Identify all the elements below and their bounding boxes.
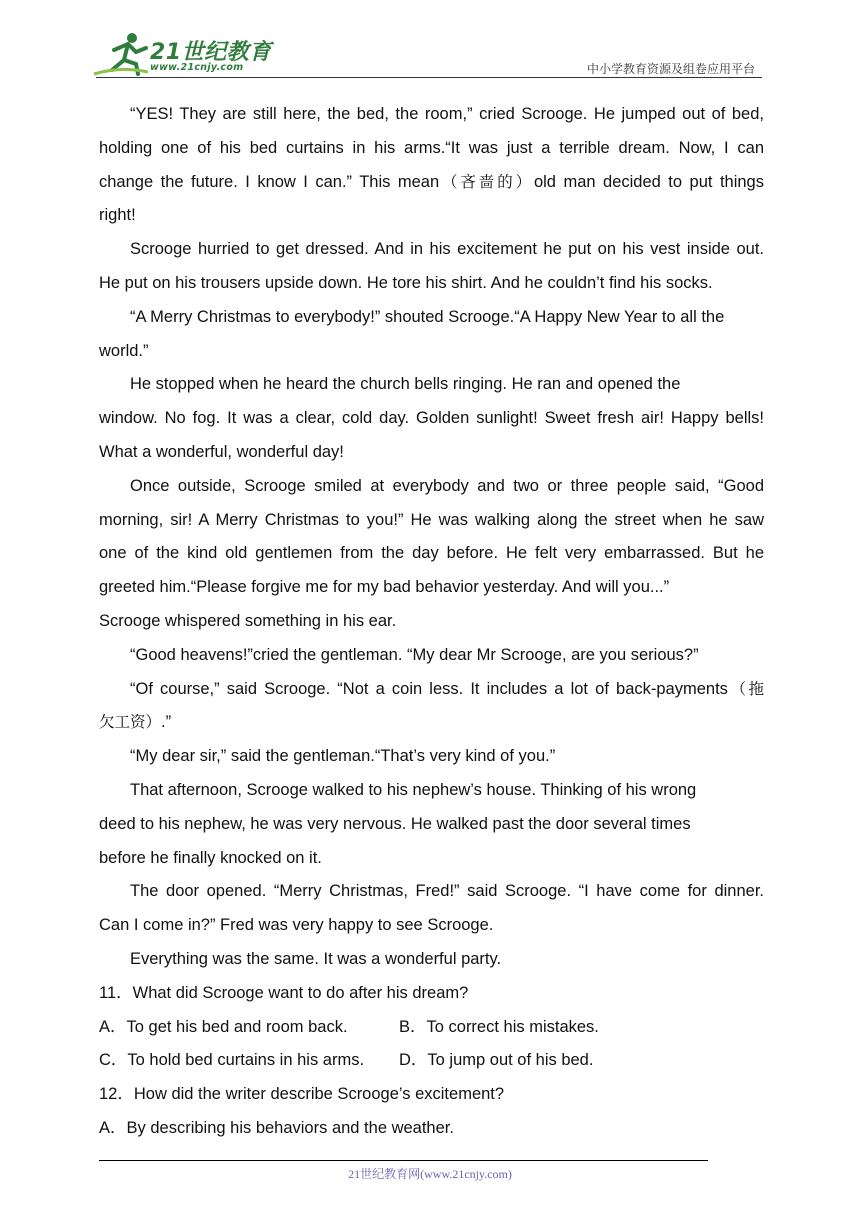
option-d: D．To jump out of his bed. xyxy=(399,1051,594,1070)
passage-line: The door opened. “Merry Christmas, Fred!” said Scrooge. “I have come for dinner. xyxy=(130,882,764,901)
passage-line: world.” xyxy=(99,341,149,360)
passage-line: deed to his nephew, he was very nervous. He walked past the door several times xyxy=(99,814,691,833)
passage-line: greeted him.“Please forgive me for my bad behavior yesterday. And will you...” xyxy=(99,578,670,597)
passage-line: window. No fog. It was a clear, cold day. Golden sunlight! Sweet fresh air! Happy bells! xyxy=(99,409,764,428)
logo-url: www.21cnjy.com xyxy=(150,62,244,73)
option-c: C．To hold bed curtains in his arms. xyxy=(99,1051,365,1070)
question-11-options-row xyxy=(99,1011,764,1045)
option-a: A．To get his bed and room back. xyxy=(99,1017,348,1036)
passage-line: “Good heavens!”cried the gentleman. “My dear Mr Scrooge, are you serious?” xyxy=(130,645,699,664)
question-11-options-row xyxy=(99,1044,764,1078)
footer-text: 21世纪教育网(www.21cnjy.com) xyxy=(348,1167,512,1181)
logo-text: 21世纪教育 xyxy=(150,40,272,65)
passage-line: What a wonderful, wonderful day! xyxy=(99,442,344,461)
passage-text: .” xyxy=(161,713,172,732)
passage-line: That afternoon, Scrooge walked to his nephew’s house. Thinking of his wrong xyxy=(130,780,697,799)
passage-line: Can I come in?” Fred was very happy to see Scrooge. xyxy=(99,916,494,935)
chinese-gloss: （吝啬的） xyxy=(439,172,534,191)
passage-line: holding one of his bed curtains in his arms.“It was just a terrible dream. Now, I can xyxy=(99,138,764,157)
passage-text: “Of course,” said Scrooge. “Not a coin less. It includes a lot of back-payments xyxy=(130,679,728,698)
passage-body xyxy=(99,98,764,1146)
question-12-stem: 12．How did the writer describe Scrooge’s excitement? xyxy=(99,1085,505,1104)
passage-line: “YES! They are still here, the bed, the room,” cried Scrooge. He jumped out of bed, xyxy=(130,105,764,123)
passage-line: Scrooge whispered something in his ear. xyxy=(99,611,397,630)
passage-line: morning, sir! A Merry Christmas to you!” He was walking along the street when he saw xyxy=(99,510,764,529)
option-b: B．To correct his mistakes. xyxy=(399,1017,599,1036)
passage-line: one of the kind old gentlemen from the day before. He felt very embarrassed. But he xyxy=(99,544,764,563)
header-divider xyxy=(96,77,762,78)
passage-line xyxy=(99,673,764,707)
passage-line xyxy=(99,706,764,740)
option-a: A．By describing his behaviors and the weather. xyxy=(99,1118,454,1137)
passage-line: Everything was the same. It was a wonderful party. xyxy=(130,949,502,968)
passage-line: “My dear sir,” said the gentleman.“That’s very kind of you.” xyxy=(130,747,556,766)
chinese-gloss: 欠工资） xyxy=(99,713,162,732)
header-tagline: 中小学教育资源及组卷应用平台 xyxy=(586,62,755,76)
passage-line: He put on his trousers upside down. He tore his shirt. And he couldn’t find his socks. xyxy=(99,273,713,292)
passage-line: right! xyxy=(99,206,136,225)
page-header xyxy=(0,0,860,80)
passage-line: “A Merry Christmas to everybody!” shouted Scrooge.“A Happy New Year to all the xyxy=(130,307,725,326)
passage-line: He stopped when he heard the church bells ringing. He ran and opened the xyxy=(130,375,681,394)
passage-line: Scrooge hurried to get dressed. And in his excitement he put on his vest inside out. xyxy=(130,240,764,259)
passage-line xyxy=(99,166,764,200)
passage-line: Once outside, Scrooge smiled at everybody and two or three people said, “Good xyxy=(130,476,764,495)
footer-divider xyxy=(99,1160,708,1161)
passage-text: old man decided to put things xyxy=(533,172,764,191)
passage-text: change the future. I know I can.” This mean xyxy=(99,172,440,191)
passage-line: before he finally knocked on it. xyxy=(99,848,322,867)
question-11-stem: 11．What did Scrooge want to do after his dream? xyxy=(99,983,469,1002)
chinese-gloss: （拖 xyxy=(727,679,764,698)
